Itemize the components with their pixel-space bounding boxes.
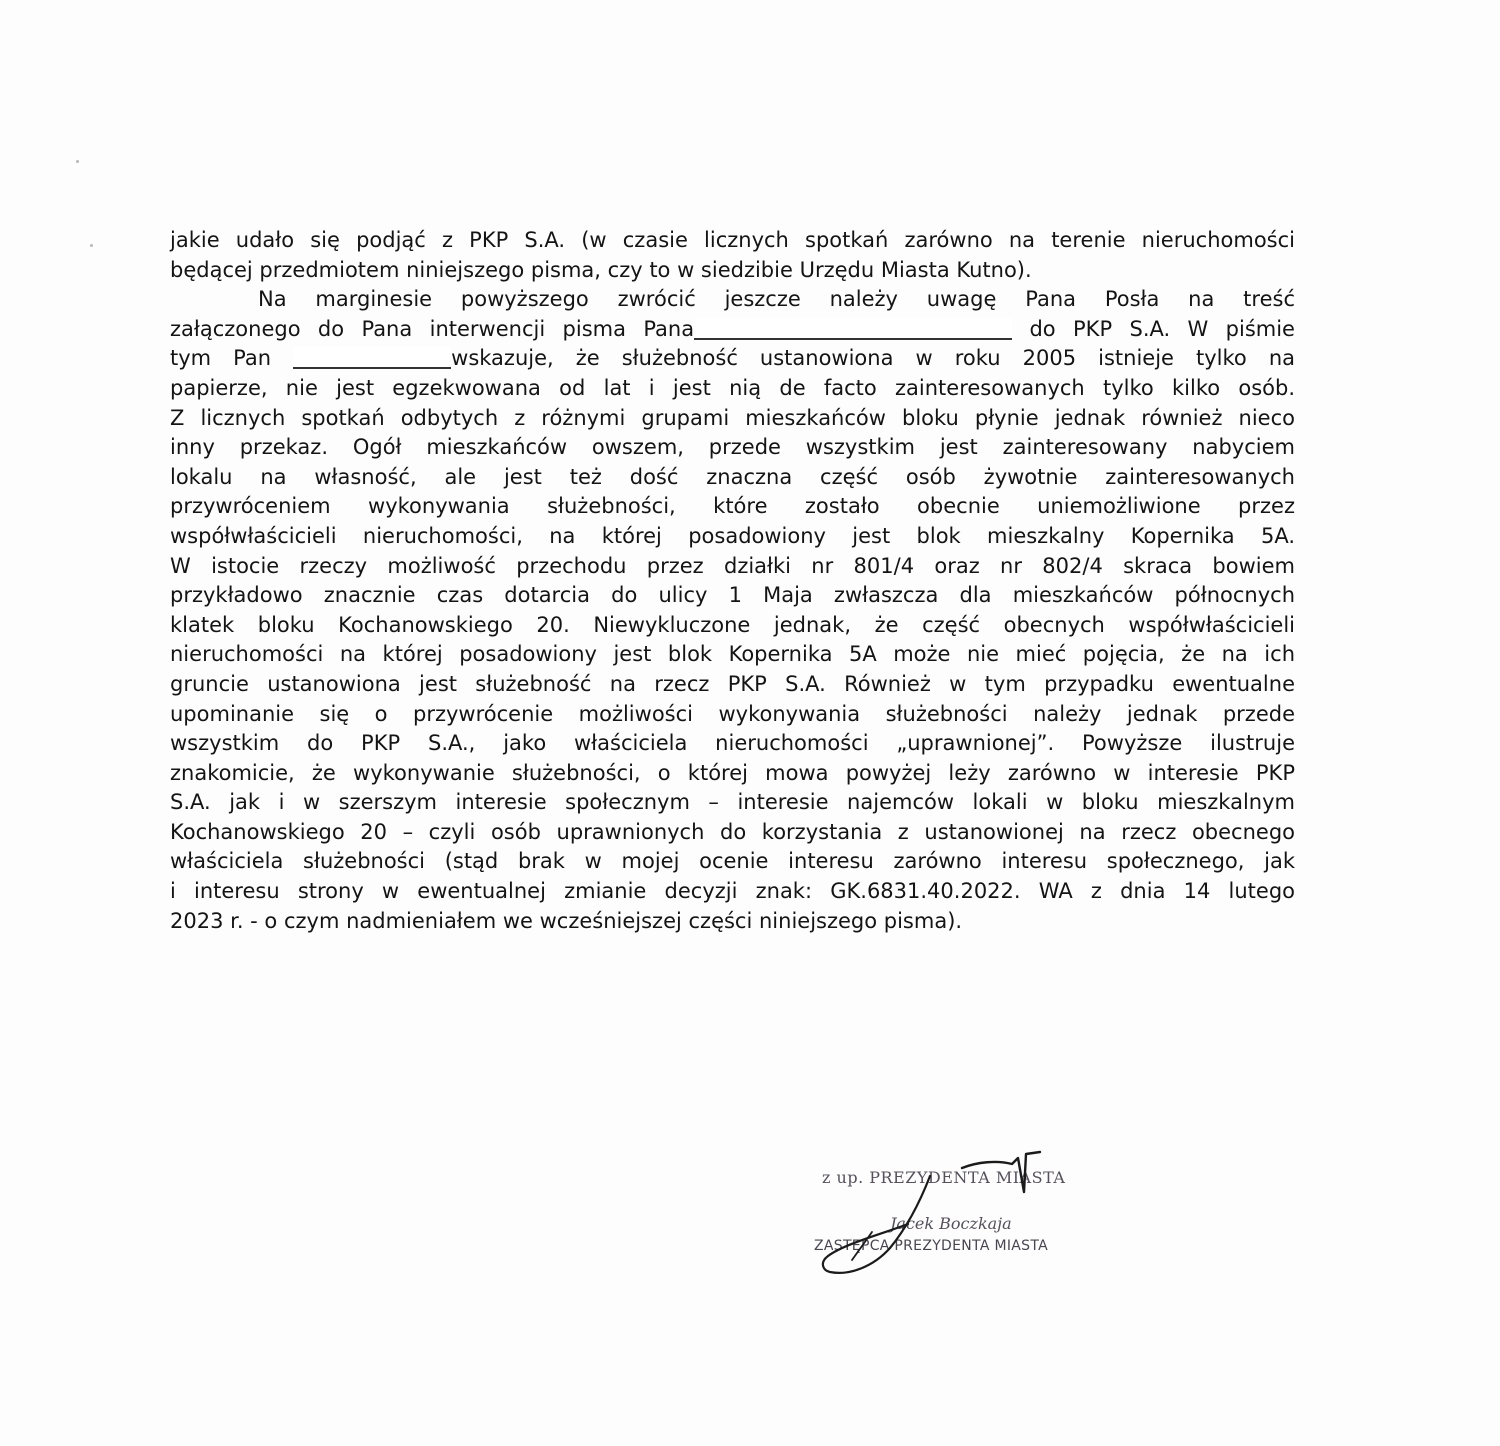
scan-speck <box>90 244 93 247</box>
letter-line: wszystkim do PKP S.A., jako właściciela nieruchomości „uprawnionej”. Powyższe ilustruje <box>170 731 1295 756</box>
redacted-name <box>694 318 1012 340</box>
letter-line-segment: wskazuje, że służebność ustanowiona w roku 2005 istnieje tylko na <box>451 346 1295 371</box>
letter-line: znakomicie, że wykonywanie służebności, o której mowa powyżej leży zarówno w interesie PKP <box>170 760 1295 785</box>
letter-line: nieruchomości na której posadowiony jest blok Kopernika 5A może nie mieć pojęcia, że na ich <box>170 642 1295 667</box>
letter-line: współwłaścicieli nieruchomości, na której posadowiony jest blok mieszkalny Kopernika 5A. <box>170 523 1295 548</box>
letter-line: przywróceniem wykonywania służebności, które zostało obecnie uniemożliwione przez <box>170 494 1295 519</box>
letter-line: W istocie rzeczy możliwość przechodu przez działki nr 801/4 oraz nr 802/4 skraca bowiem <box>170 553 1295 578</box>
letter-line: S.A. jak i w szerszym interesie społecznym – interesie najemców lokali w bloku mieszkalnym <box>170 790 1295 815</box>
handwritten-signature <box>812 1140 1052 1280</box>
letter-line: jakie udało się podjąć z PKP S.A. (w czasie licznych spotkań zarówno na terenie nieruchomości <box>170 228 1295 252</box>
scan-speck <box>76 160 79 163</box>
stamp-signatory-name: Jacek Boczkaja <box>890 1214 1012 1233</box>
letter-line: Z licznych spotkań odbytych z różnymi grupami mieszkańców bloku płynie jednak również nieco <box>170 405 1295 430</box>
letter-line: i interesu strony w ewentualnej zmianie decyzji znak: GK.6831.40.2022. WA z dnia 14 lutego <box>170 879 1295 904</box>
letter-line-with-redaction <box>170 344 1295 374</box>
letter-line: będącej przedmiotem niniejszego pisma, czy to w siedzibie Urzędu Miasta Kutno). <box>170 257 1032 282</box>
letter-line-segment: tym Pan <box>170 346 272 371</box>
letter-line: gruncie ustanowiona jest służebność na rzecz PKP S.A. Również w tym przypadku ewentualne <box>170 671 1295 696</box>
letter-line-segment: do PKP S.A. W piśmie <box>1029 316 1295 341</box>
letter-line: inny przekaz. Ogół mieszkańców owszem, przede wszystkim jest zainteresowany nabyciem <box>170 435 1295 460</box>
letter-line: właściciela służebności (stąd brak w mojej ocenie interesu zarówno interesu społecznego, jak <box>170 849 1295 874</box>
letter-line: lokalu na własność, ale jest też dość znaczna część osób żywotnie zainteresowanych <box>170 464 1295 489</box>
letter-line: klatek bloku Kochanowskiego 20. Niewykluczone jednak, że część obecnych współwłaścicieli <box>170 612 1295 637</box>
letter-line: Kochanowskiego 20 – czyli osób uprawnionych do korzystania z ustanowionej na rzecz obecnego <box>170 819 1295 844</box>
letter-line: 2023 r. - o czym nadmieniałem we wcześniejszej części niniejszego pisma). <box>170 908 963 933</box>
letter-line: papierze, nie jest egzekwowana od lat i jest nią de facto zainteresowanych tylko kilko osób. <box>170 375 1295 400</box>
letter-line: przykładowo znacznie czas dotarcia do ulicy 1 Maja zwłaszcza dla mieszkańców północnych <box>170 583 1295 608</box>
stamp-authorization: z up. PREZYDENTA MIASTA <box>822 1168 1066 1187</box>
redacted-name <box>293 347 451 369</box>
letter-line: upominanie się o przywrócenie możliwości wykonywania służebności należy jednak przede <box>170 701 1295 726</box>
letter-line: Na marginesie powyższego zwrócić jeszcze należy uwagę Pana Posła na treść <box>258 287 1295 312</box>
letter-line-with-redaction <box>170 315 1295 345</box>
stamp-signatory-role: ZASTĘPCA PREZYDENTA MIASTA <box>814 1238 1048 1254</box>
letter-line-segment: załączonego do Pana interwencji pisma Pana <box>170 316 695 341</box>
letter-body <box>170 226 1295 936</box>
